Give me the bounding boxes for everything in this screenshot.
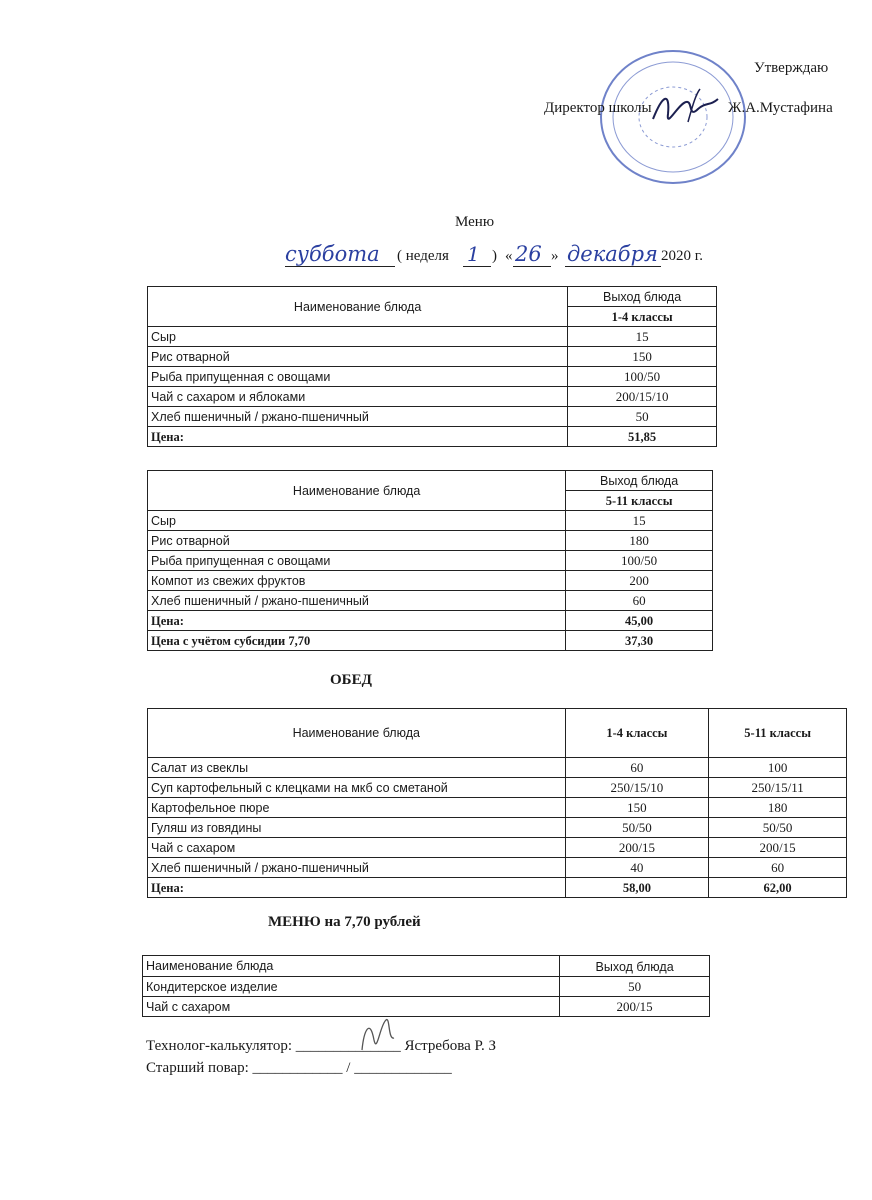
- table-menu-770: [142, 955, 710, 1017]
- table-row: Чай с сахаром и яблоками 200/15/10: [148, 387, 717, 407]
- day-handwritten: суббота: [285, 242, 380, 266]
- technologist-signature: [352, 1010, 402, 1058]
- date-line: [285, 242, 725, 268]
- director-prefix: Директор школы: [544, 100, 652, 116]
- approve-label: Утверждаю: [754, 60, 829, 76]
- director-signature: [648, 84, 728, 134]
- open-quote: «: [505, 248, 513, 264]
- table-row: Рис отварной 180: [148, 531, 713, 551]
- technologist-name: Ястребова Р. З: [404, 1038, 496, 1054]
- table-row: Хлеб пшеничный / ржано-пшеничный 40 60: [148, 858, 847, 878]
- table-row: Рыба припущенная с овощами 100/50: [148, 367, 717, 387]
- col-header-grades-5-11: 5-11 классы: [709, 709, 847, 758]
- table-grades-5-11: [147, 470, 713, 651]
- senior-cook-line-1: ____________: [252, 1060, 343, 1076]
- table-row: Хлеб пшеничный / ржано-пшеничный 60: [148, 591, 713, 611]
- table-row: Рис отварной 150: [148, 347, 717, 367]
- table-lunch: [147, 708, 847, 898]
- price-row: Цена: 45,00: [148, 611, 713, 631]
- table-row: Чай с сахаром 200/15: [143, 997, 710, 1017]
- price-row: Цена: 58,00 62,00: [148, 878, 847, 898]
- table-row: Салат из свеклы 60 100: [148, 758, 847, 778]
- table-row: Рыба припущенная с овощами 100/50: [148, 551, 713, 571]
- week-prefix: ( неделя: [397, 248, 449, 264]
- col-header-name: Наименование блюда: [148, 709, 566, 758]
- director-name: Ж.А.Мустафина: [728, 100, 833, 116]
- price-row: Цена: 51,85: [148, 427, 717, 447]
- senior-cook-separator: /: [346, 1060, 351, 1076]
- senior-cook-line-2: _____________: [354, 1060, 452, 1076]
- senior-cook-label: Старший повар:: [146, 1060, 249, 1076]
- table-row: Компот из свежих фруктов 200: [148, 571, 713, 591]
- year: 2020 г.: [661, 248, 703, 264]
- day-number-handwritten: 26: [515, 242, 542, 266]
- class-label: 1-4 классы: [568, 307, 717, 327]
- table-row: Сыр 15: [148, 511, 713, 531]
- table-row: Чай с сахаром 200/15 200/15: [148, 838, 847, 858]
- technologist-line: [146, 1038, 496, 1055]
- col-header-output: Выход блюда: [568, 287, 717, 307]
- close-quote: »: [551, 248, 559, 264]
- director-line: [544, 100, 652, 117]
- table-row: Гуляш из говядины 50/50 50/50: [148, 818, 847, 838]
- col-header-name: Наименование блюда: [148, 287, 568, 327]
- subsidy-price-row: Цена с учётом субсидии 7,70 37,30: [148, 631, 713, 651]
- table-row: Картофельное пюре 150 180: [148, 798, 847, 818]
- lunch-title: ОБЕД: [330, 672, 372, 688]
- table-row: Суп картофельный с клецками на мкб со сметаной 250/15/10 250/15/11: [148, 778, 847, 798]
- col-header-name: Наименование блюда: [143, 956, 560, 977]
- col-header-name: Наименование блюда: [148, 471, 566, 511]
- col-header-grades-1-4: 1-4 классы: [565, 709, 709, 758]
- col-header-output: Выход блюда: [560, 956, 710, 977]
- page-title: Меню: [455, 214, 495, 230]
- menu-770-title: МЕНЮ на 7,70 рублей: [268, 914, 421, 930]
- table-grades-1-4: [147, 286, 717, 447]
- table-row: Сыр 15: [148, 327, 717, 347]
- month-handwritten: декабря: [567, 242, 658, 266]
- senior-cook-line: [146, 1060, 452, 1077]
- technologist-label: Технолог-калькулятор:: [146, 1038, 293, 1054]
- table-row: Кондитерское изделие 50: [143, 977, 710, 997]
- table-row: Хлеб пшеничный / ржано-пшеничный 50: [148, 407, 717, 427]
- technologist-signature-line: ______________: [295, 1038, 401, 1054]
- week-suffix: ): [492, 248, 497, 264]
- col-header-output: Выход блюда: [566, 471, 713, 491]
- week-handwritten: 1: [467, 242, 480, 266]
- class-label: 5-11 классы: [566, 491, 713, 511]
